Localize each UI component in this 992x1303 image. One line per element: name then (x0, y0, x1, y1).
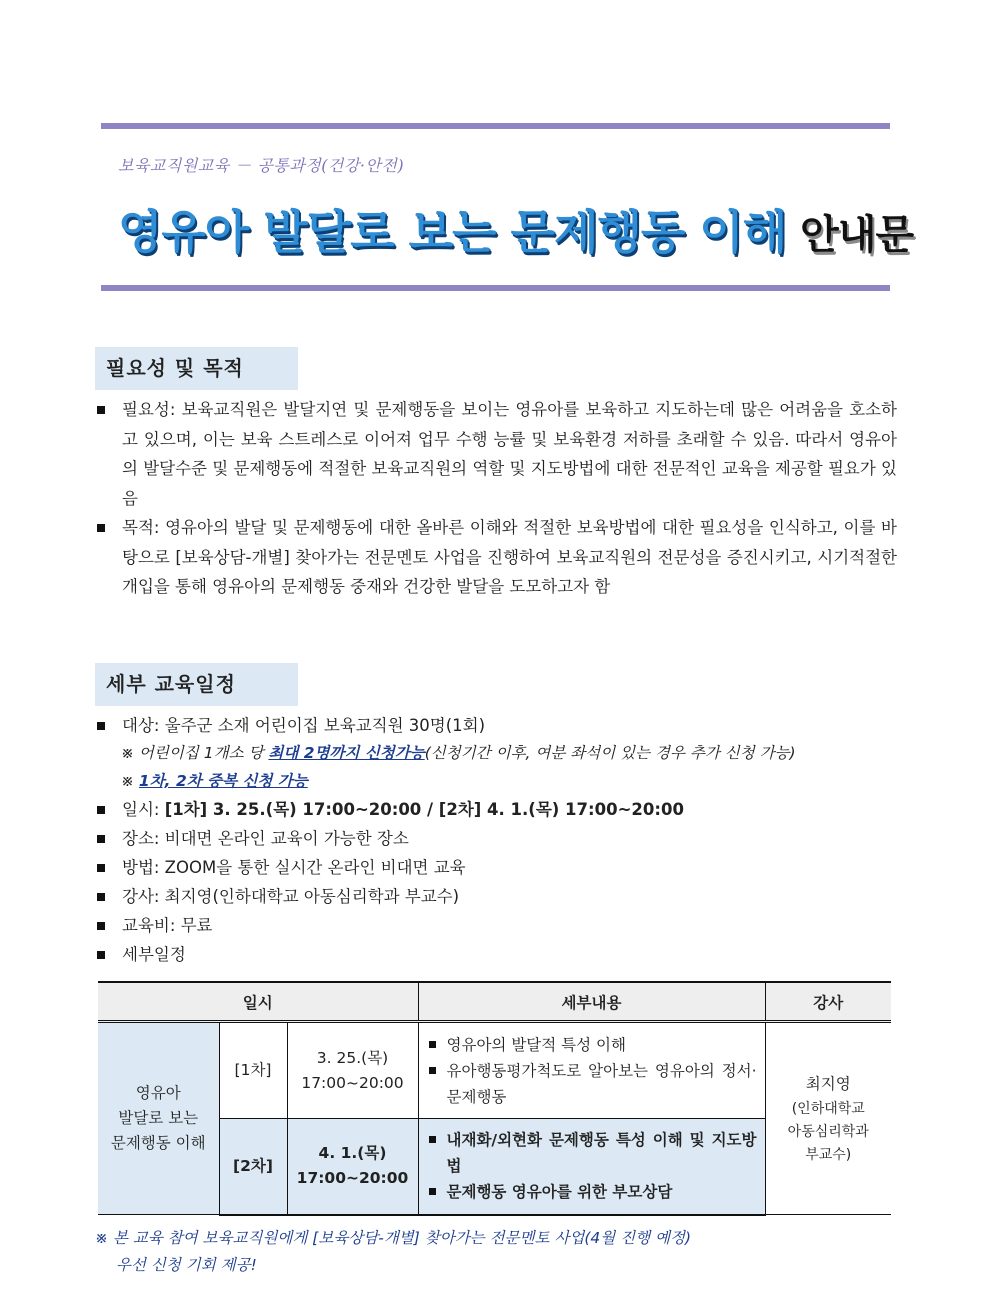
purpose-goal-text: 목적: 영유아의 발달 및 문제행동에 대한 올바른 이해와 적절한 보육방법에 대한 필요성을 인식하고, 이를 바탕으로 [보육상담-개별] 찾아가는 전문멘토 사업을 진행하여 보육교직원의 전문성을 증진시키고, 시기적절한 개입을 통해 영유아의 문제행동 중재와 건강한 발달을 도모하고자 함 (122, 518, 897, 596)
square-bullet-icon (97, 806, 105, 814)
round-cell: [2차] (219, 1119, 287, 1215)
datetime-cell (287, 1119, 418, 1215)
header-top-bar (101, 123, 890, 129)
schedule-method (97, 853, 466, 883)
header-instructor: 강사 (765, 982, 891, 1022)
datetime-cell (287, 1022, 418, 1119)
schedule-method-text: 방법: ZOOM을 통한 실시간 온라인 비대면 교육 (122, 858, 466, 877)
note-duplicate-prefix: ※ (121, 772, 139, 790)
session-date: 3. 25.(목) (316, 1048, 389, 1067)
note-duplicate-highlight: 1차, 2차 중복 신청 가능 (138, 772, 308, 790)
round-cell: [1차] (219, 1022, 287, 1119)
footnote-line-1: ※ 본 교육 참여 보육교직원에게 [보육상담-개별] 찾아가는 전문멘토 사업(4월 진행 예정) (95, 1229, 692, 1247)
schedule-target (97, 711, 485, 741)
note-limit-highlight: 최대 2명까지 신청가능 (268, 744, 425, 762)
square-bullet-icon (97, 864, 105, 872)
schedule-place (97, 824, 409, 854)
schedule-date (97, 795, 684, 825)
content-cell (418, 1022, 765, 1119)
schedule-note-duplicate (121, 768, 308, 795)
table-row (98, 1022, 891, 1119)
note-limit-prefix: ※ 어린이집 1개소 당 (121, 744, 269, 762)
list-item: 영유아의 발달적 특성 이해 (427, 1032, 757, 1058)
footnote-line-2: 우선 신청 기회 제공! (116, 1256, 257, 1274)
purpose-item-need (97, 395, 897, 513)
square-bullet-icon (97, 406, 105, 414)
schedule-place-text: 장소: 비대면 온라인 교육이 가능한 장소 (122, 829, 409, 848)
square-bullet-icon (97, 893, 105, 901)
session-time: 17:00~20:00 (296, 1169, 409, 1188)
square-bullet-icon (97, 524, 105, 532)
schedule-fee (97, 911, 213, 941)
purpose-item-goal (97, 513, 897, 602)
content-cell (418, 1119, 765, 1215)
square-bullet-icon (97, 722, 105, 730)
purpose-need-text: 필요성: 보육교직원은 발달지연 및 문제행동을 보이는 영유아를 보육하고 지도하는데 많은 어려움을 호소하고 있으며, 이는 보육 스트레스로 이어져 업무 수행 능률 및 보육환경 저하를 초래할 수 있음. 따라서 영유아의 발달수준 및 문제행동에 적절한 보육교직원의 역할 및 지도방법에 대한 전문적인 교육을 제공할 필요가 있음 (122, 400, 897, 508)
header-content: 세부내용 (418, 982, 765, 1022)
schedule-target-text: 대상: 울주군 소재 어린이집 보육교직원 30명(1회) (122, 716, 486, 735)
schedule-detail (97, 940, 186, 970)
instructor-cell (765, 1022, 891, 1215)
list-item: 내재화/외현화 문제행동 특성 이해 및 지도방법 (427, 1127, 757, 1179)
session-time: 17:00~20:00 (301, 1073, 404, 1092)
schedule-lecturer (97, 882, 459, 912)
table-header-row (98, 982, 891, 1022)
page-title (118, 196, 913, 268)
square-bullet-icon (97, 835, 105, 843)
schedule-note-limit (121, 740, 796, 767)
square-bullet-icon (97, 951, 105, 959)
schedule-table (98, 981, 891, 1216)
list-item: 문제행동 영유아를 위한 부모상담 (427, 1179, 757, 1205)
course-subtitle: 보육교직원교육 － 공통과정(건강·안전) (118, 156, 405, 175)
instructor-affiliation: (인하대학교 아동심리학과 부교수) (787, 1100, 869, 1163)
square-bullet-icon (97, 922, 105, 930)
note-limit-suffix: (신청기간 이후, 여분 좌석이 있는 경우 추가 신청 가능) (424, 744, 796, 762)
section-heading-schedule: 세부 교육일정 (95, 663, 298, 706)
session-date: 4. 1.(목) (318, 1144, 387, 1163)
schedule-fee-text: 교육비: 무료 (122, 916, 213, 935)
page-title-main: 영유아 발달로 보는 문제행동 이해 (118, 205, 787, 259)
schedule-detail-text: 세부일정 (122, 945, 186, 964)
header-bottom-bar (101, 285, 890, 291)
schedule-date-value: [1차] 3. 25.(목) 17:00~20:00 / [2차] 4. 1.(목) 17:00~20:00 (164, 800, 684, 819)
course-name-cell: 영유아 발달로 보는 문제행동 이해 (98, 1022, 219, 1215)
section-heading-purpose: 필요성 및 목적 (95, 347, 298, 390)
schedule-date-label: 일시: (122, 800, 165, 819)
page-title-suffix: 안내문 (800, 212, 914, 258)
header-datetime: 일시 (98, 982, 418, 1022)
schedule-lecturer-text: 강사: 최지영(인하대학교 아동심리학과 부교수) (122, 887, 460, 906)
list-item: 유아행동평가척도로 알아보는 영유아의 정서·문제행동 (427, 1058, 757, 1110)
instructor-name: 최지영 (805, 1074, 851, 1093)
